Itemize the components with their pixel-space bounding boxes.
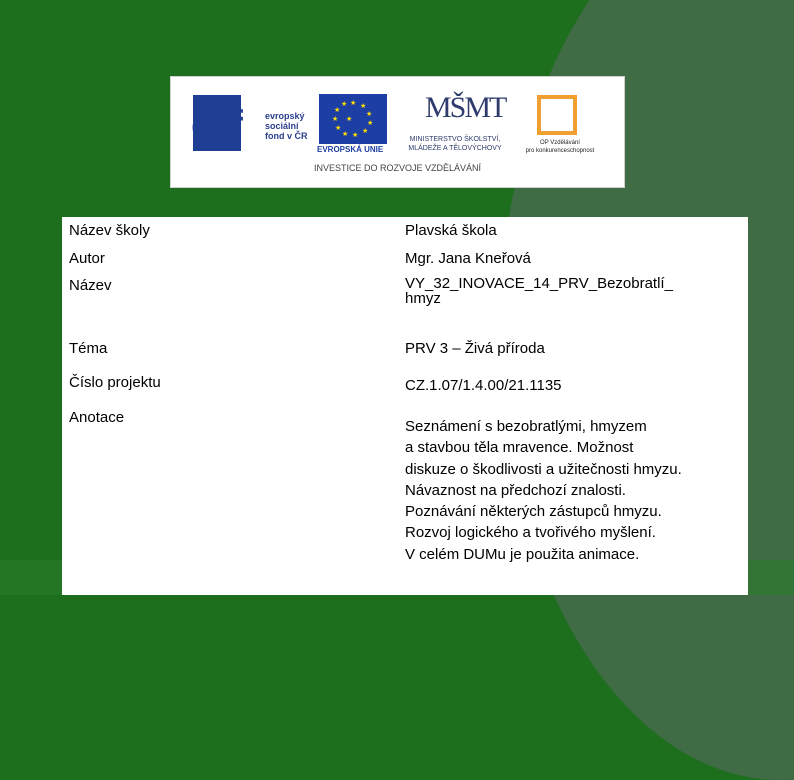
value-cislo-projektu: CZ.1.07/1.4.00/21.1135 xyxy=(405,377,562,394)
logo-banner xyxy=(170,76,625,188)
esf-logo-mark: esf xyxy=(191,103,240,147)
esf-caption-line: fond v ČR xyxy=(265,131,308,141)
eu-flag-icon: ★ ★ ★ ★ ★ ★ ★ ★ ★ ★ ★ ★ xyxy=(319,94,387,144)
label-anotace: Anotace xyxy=(69,409,125,426)
esf-caption-line: sociální xyxy=(265,121,299,131)
value-nazev xyxy=(405,276,673,306)
op-logo-icon xyxy=(537,95,577,135)
label-nazev: Název xyxy=(69,277,112,294)
anotace-line: Poznávání některých zástupců hmyzu. xyxy=(405,503,662,521)
anotace-line: a stavbou těla mravence. Možnost xyxy=(405,439,634,457)
anotace-line: Seznámení s bezobratlými, hmyzem xyxy=(405,418,647,435)
anotace-line: Návaznost na předchozí znalosti. xyxy=(405,481,626,499)
value-anotace xyxy=(405,416,745,565)
value-autor: Mgr. Jana Kneřová xyxy=(405,250,531,267)
investice-caption: INVESTICE DO ROZVOJE VZDĚLÁVÁNÍ xyxy=(313,163,482,173)
esf-caption-line: evropský xyxy=(265,111,305,121)
label-tema: Téma xyxy=(69,340,108,357)
msmt-caption xyxy=(395,135,515,153)
msmt-logo-mark: MŠMT xyxy=(425,91,506,124)
msmt-caption-line: MLÁDEŽE A TĚLOVÝCHOVY xyxy=(408,145,502,152)
value-tema: PRV 3 – Živá příroda xyxy=(405,340,545,357)
value-nazev-line: VY_32_INOVACE_14_PRV_Bezobratlí_ xyxy=(405,275,673,292)
label-cislo-projektu: Číslo projektu xyxy=(69,374,161,391)
anotace-line: diskuze o škodlivosti a užitečnosti hmyzu. xyxy=(405,460,682,478)
op-caption xyxy=(515,139,605,155)
label-nazev-skoly: Název školy xyxy=(69,222,150,239)
op-caption-line: OP Vzdělávání xyxy=(540,140,580,146)
anotace-line: V celém DUMu je použita animace. xyxy=(405,545,640,563)
op-caption-line: pro konkurenceschopnost xyxy=(525,148,595,154)
msmt-caption-line: MINISTERSTVO ŠKOLSTVÍ, xyxy=(409,136,501,143)
info-table xyxy=(62,217,748,595)
anotace-line: Rozvoj logického a tvořivého myšlení. xyxy=(405,524,656,542)
label-autor: Autor xyxy=(69,250,105,267)
value-nazev-skoly: Plavská škola xyxy=(405,222,497,239)
value-nazev-line: hmyz xyxy=(405,290,441,307)
eu-caption: EVROPSKÁ UNIE xyxy=(317,145,384,154)
